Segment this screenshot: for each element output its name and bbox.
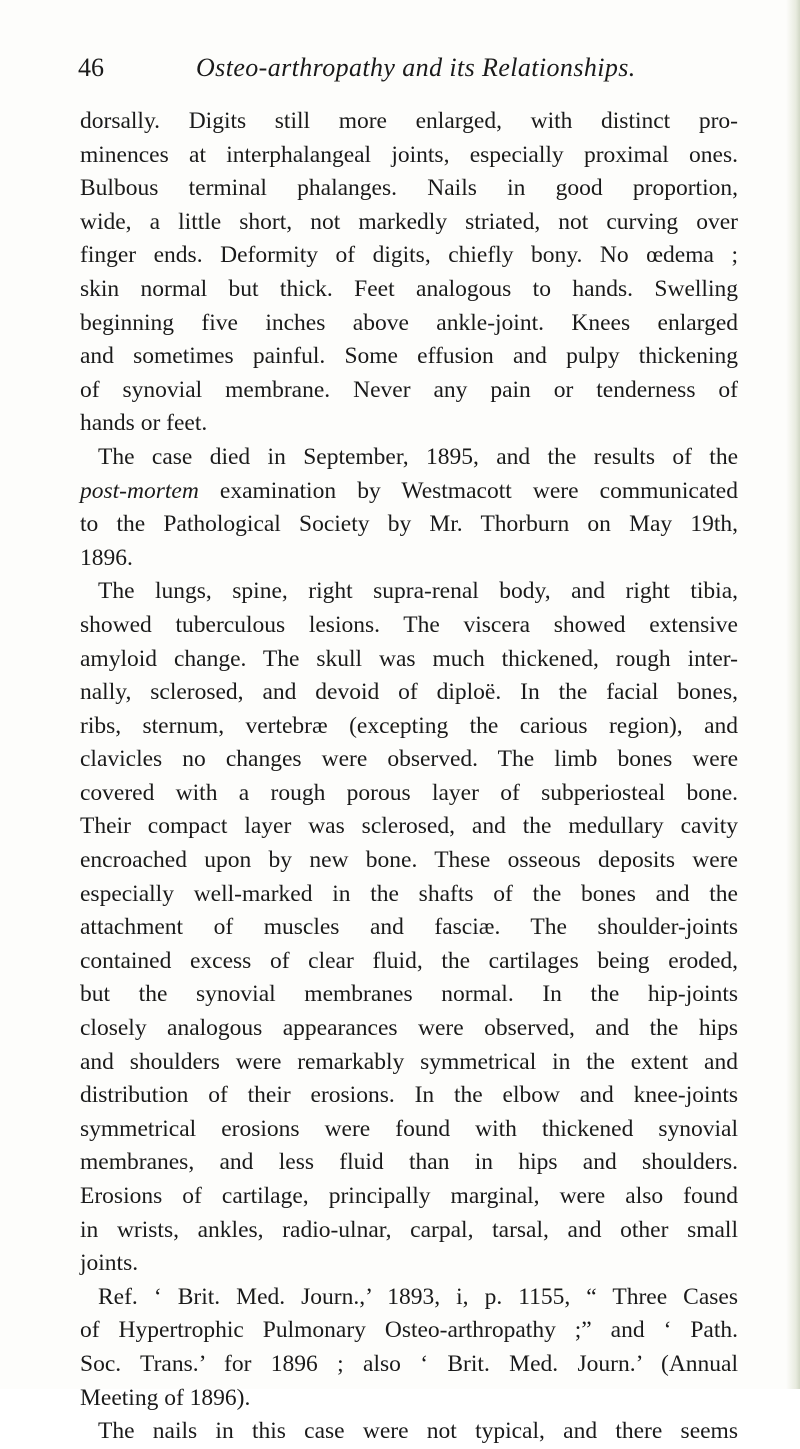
text-line: dorsally. Digits still more enlarged, with distinct pro- bbox=[80, 108, 738, 134]
nails-line-1: The nails in this case were not typical, and there seems bbox=[98, 1418, 738, 1445]
case-death-line-2-rest: examination by Westmacott were communicated bbox=[198, 477, 738, 504]
paragraph-references bbox=[80, 1281, 738, 1415]
text-line: and sometimes painful. Some effusion and pulpy thickening bbox=[80, 343, 738, 370]
text-line: clavicles no changes were observed. The limb bones were bbox=[80, 746, 738, 773]
page-edge-shadow bbox=[786, 0, 800, 1389]
text-line: nally, sclerosed, and devoid of diploë. In the facial bones, bbox=[80, 679, 738, 706]
paragraph-nails bbox=[80, 1415, 738, 1449]
text-line: closely analogous appearances were observed, and the hips bbox=[80, 1015, 738, 1042]
text-line: encroached upon by new bone. These osseous deposits were bbox=[80, 847, 738, 874]
text-line: of synovial membrane. Never any pain or tenderness of bbox=[80, 376, 738, 403]
text-line: contained excess of clear fluid, the cartilages being eroded, bbox=[80, 947, 738, 974]
page-header bbox=[78, 50, 738, 90]
page-number: 46 bbox=[78, 53, 104, 82]
text-line: Soc. Trans.’ for 1896 ; also ‘ Brit. Med. Journ.’ (Annual bbox=[80, 1350, 738, 1377]
text-line: amyloid change. The skull was much thickened, rough inter- bbox=[80, 645, 738, 672]
text-line bbox=[80, 1415, 738, 1449]
text-line: Erosions of cartilage, principally marginal, were also found bbox=[80, 1183, 738, 1209]
running-title: Osteo-arthropathy and its Relationships. bbox=[196, 53, 636, 82]
text-line: finger ends. Deformity of digits, chiefly bony. No œdema ; bbox=[80, 242, 738, 269]
autopsy-line-1: The lungs, spine, right supra-renal body, and right tibia, bbox=[98, 578, 738, 605]
body-text bbox=[80, 105, 738, 1449]
text-line: minences at interphalangeal joints, especially proximal ones. bbox=[80, 141, 738, 168]
italic-post-mortem: post-mortem bbox=[80, 477, 199, 504]
text-line: Their compact layer was sclerosed, and the medullary cavity bbox=[80, 813, 738, 840]
text-line bbox=[80, 441, 738, 475]
reference-line-1: Ref. ‘ Brit. Med. Journ.,’ 1893, i, p. 1155, “ Three Cases bbox=[98, 1283, 738, 1310]
text-line: ribs, sternum, vertebræ (excepting the carious region), and bbox=[80, 712, 738, 739]
text-line: wide, a little short, not markedly striated, not curving over bbox=[80, 208, 738, 235]
text-line: showed tuberculous lesions. The viscera showed extensive bbox=[80, 611, 738, 638]
paragraph-autopsy-findings bbox=[80, 575, 738, 1280]
text-line: beginning five inches above ankle-joint. Knees enlarged bbox=[80, 309, 738, 336]
text-line: of Hypertrophic Pulmonary Osteo-arthropathy ;” and ‘ Path. bbox=[80, 1317, 738, 1344]
text-line: and shoulders were remarkably symmetrical in the extent and bbox=[80, 1048, 738, 1075]
case-death-line-1: The case died in September, 1895, and the results of the bbox=[98, 443, 738, 470]
text-line: to the Pathological Society by Mr. Thorburn on May 19th, bbox=[80, 511, 738, 538]
paragraph-case-death bbox=[80, 441, 738, 575]
text-line: but the synovial membranes normal. In the hip-joints bbox=[80, 981, 738, 1008]
text-line: in wrists, ankles, radio-ulnar, carpal, tarsal, and other small bbox=[80, 1216, 738, 1243]
text-line: hands or feet. bbox=[80, 410, 208, 437]
text-line: 1896. bbox=[80, 544, 133, 571]
text-line: skin normal but thick. Feet analogous to hands. Swelling bbox=[80, 275, 738, 302]
text-line: distribution of their erosions. In the elbow and knee-joints bbox=[80, 1082, 738, 1109]
text-line: attachment of muscles and fasciæ. The shoulder-joints bbox=[80, 914, 738, 941]
text-line bbox=[80, 475, 738, 509]
text-line: especially well-marked in the shafts of the bones and the bbox=[80, 880, 738, 907]
text-line: covered with a rough porous layer of subperiosteal bone. bbox=[80, 779, 738, 806]
text-line: Bulbous terminal phalanges. Nails in good proportion, bbox=[80, 175, 738, 202]
text-line bbox=[80, 1281, 738, 1315]
paragraph-clinical-description bbox=[80, 105, 738, 441]
text-line: joints. bbox=[80, 1250, 139, 1277]
text-line: Meeting of 1896). bbox=[80, 1384, 251, 1411]
text-line: membranes, and less fluid than in hips and shoulders. bbox=[80, 1149, 738, 1176]
text-line bbox=[80, 575, 738, 609]
text-line: symmetrical erosions were found with thickened synovial bbox=[80, 1115, 738, 1142]
